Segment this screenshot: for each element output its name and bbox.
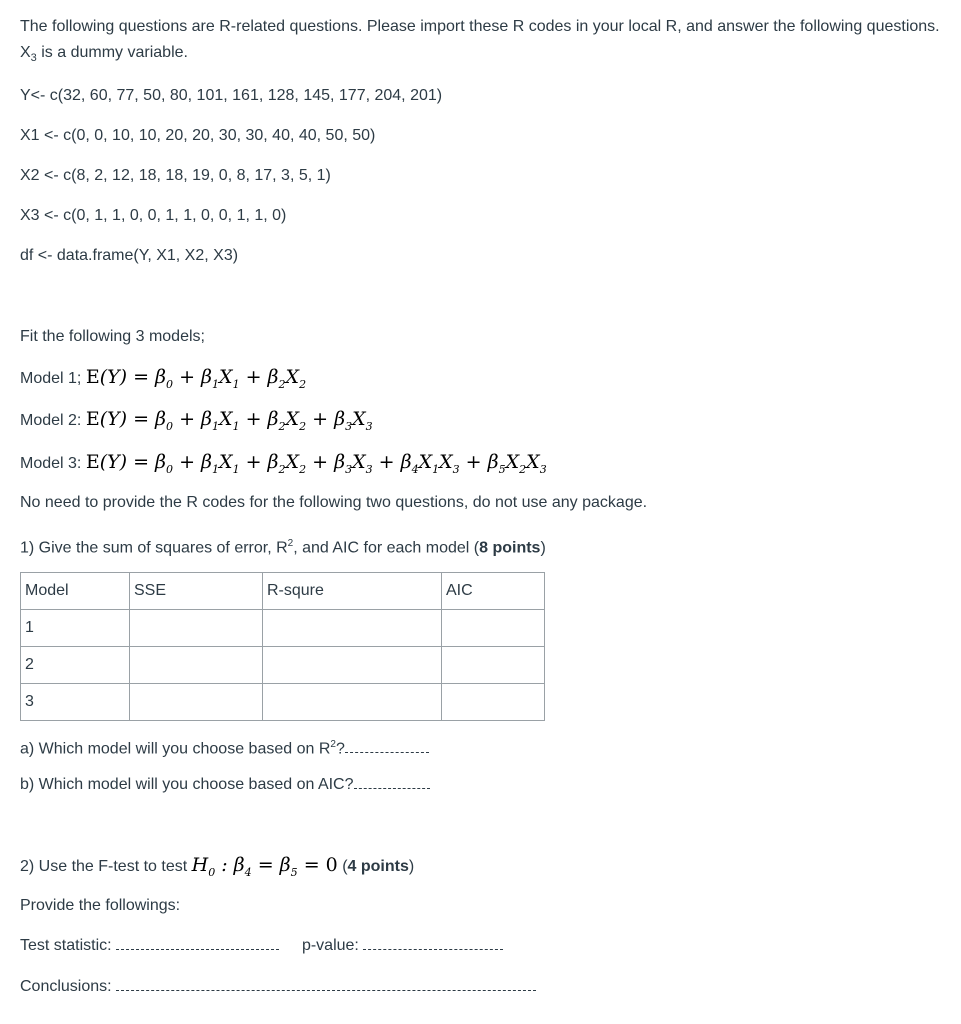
answer-blank-b[interactable] (354, 774, 430, 789)
table-row (21, 610, 545, 647)
q2-text-a: 2) Use the F-test to test (20, 858, 192, 875)
header-r-squre: R-squre (263, 573, 442, 610)
qa-superscript: 2 (330, 739, 336, 750)
cell-model: 2 (21, 647, 130, 684)
q2-text-b: ( (337, 858, 348, 875)
cell-r-squre[interactable] (263, 684, 442, 721)
model-1-label: Model 1; (20, 370, 86, 387)
intro-text-b: is a dummy variable. (36, 44, 188, 61)
question-2 (20, 854, 414, 884)
hypothesis-equation: $H_0$ : $\beta_4 = \beta_5 = 0$ (191, 854, 338, 879)
model-2-label: Model 2: (20, 412, 86, 429)
p-value-blank[interactable] (363, 935, 503, 950)
header-model: Model (21, 573, 130, 610)
cell-sse[interactable] (130, 610, 263, 647)
qa-text-a: a) Which model will you choose based on R (20, 740, 331, 758)
p-value-label: p-value: (301, 937, 364, 954)
code-line-x2: X2 <- c(8, 2, 12, 18, 18, 19, 0, 8, 17, 3, 5, 1) (20, 167, 331, 184)
model-1 (20, 366, 306, 396)
results-table (20, 572, 545, 721)
model-2-equation: $E(Y) = \beta_0 + \beta_1X_1 + \beta_2X_2 + \beta_3X_3$ (85, 408, 373, 433)
code-line-df: df <- data.frame(Y, X1, X2, X3) (20, 247, 239, 264)
cell-sse[interactable] (130, 647, 263, 684)
q1-text-b: , and AIC for each model ( (293, 539, 480, 557)
test-statistic-label: Test statistic: (20, 937, 117, 954)
conclusions-label: Conclusions: (20, 978, 117, 995)
table-header-row (21, 573, 545, 610)
q1-points: 8 points (479, 539, 541, 557)
question-b (20, 774, 430, 796)
question-1 (20, 533, 546, 559)
answer-line-statistics (20, 935, 503, 957)
code-line-x1: X1 <- c(0, 0, 10, 10, 20, 20, 30, 30, 40, 40, 50, 50) (20, 127, 376, 144)
intro-paragraph (20, 14, 950, 71)
cell-r-squre[interactable] (263, 647, 442, 684)
table-row (21, 647, 545, 684)
test-statistic-blank[interactable] (116, 935, 279, 950)
intro-text-a: The following questions are R-related questions. Please import these R codes in your local R, and answer the following questions. X (20, 18, 940, 61)
q2-points: 4 points (347, 858, 409, 875)
answer-blank-a[interactable] (345, 738, 429, 753)
conclusions-blank[interactable] (116, 976, 536, 991)
instruction: No need to provide the R codes for the following two questions, do not use any package. (20, 494, 648, 511)
answer-line-conclusions (20, 976, 536, 998)
cell-model: 1 (21, 610, 130, 647)
header-sse: SSE (130, 573, 263, 610)
header-aic: AIC (442, 573, 545, 610)
cell-aic[interactable] (442, 647, 545, 684)
q1-text-a: 1) Give the sum of squares of error, R (20, 539, 288, 557)
model-3-label: Model 3: (20, 455, 86, 472)
qb-text: b) Which model will you choose based on AIC? (20, 776, 354, 793)
intro-subscript: 3 (30, 52, 37, 65)
q2-text-c: ) (408, 858, 415, 875)
cell-sse[interactable] (130, 684, 263, 721)
q1-text-c: ) (540, 539, 546, 557)
code-line-x3: X3 <- c(0, 1, 1, 0, 0, 1, 1, 0, 0, 1, 1, 0) (20, 207, 287, 224)
provide-heading: Provide the followings: (20, 897, 181, 914)
model-3 (20, 451, 547, 481)
model-3-equation: $E(Y) = \beta_0 + \beta_1X_1 + \beta_2X_2 + \beta_3X_3 + \beta_4X_1X_3 + \beta_5X_2X_3$ (85, 451, 547, 476)
qa-text-b: ? (335, 740, 345, 758)
q1-superscript: 2 (287, 538, 294, 549)
question-a (20, 734, 429, 760)
code-line-y: Y<- c(32, 60, 77, 50, 80, 101, 161, 128, 145, 177, 204, 201) (20, 87, 443, 104)
model-2 (20, 408, 373, 438)
cell-aic[interactable] (442, 684, 545, 721)
cell-aic[interactable] (442, 610, 545, 647)
cell-model: 3 (21, 684, 130, 721)
table-row (21, 684, 545, 721)
cell-r-squre[interactable] (263, 610, 442, 647)
fit-heading: Fit the following 3 models; (20, 328, 205, 345)
model-1-equation: $E(Y) = \beta_0 + \beta_1X_1 + \beta_2X_2$ (85, 366, 307, 391)
